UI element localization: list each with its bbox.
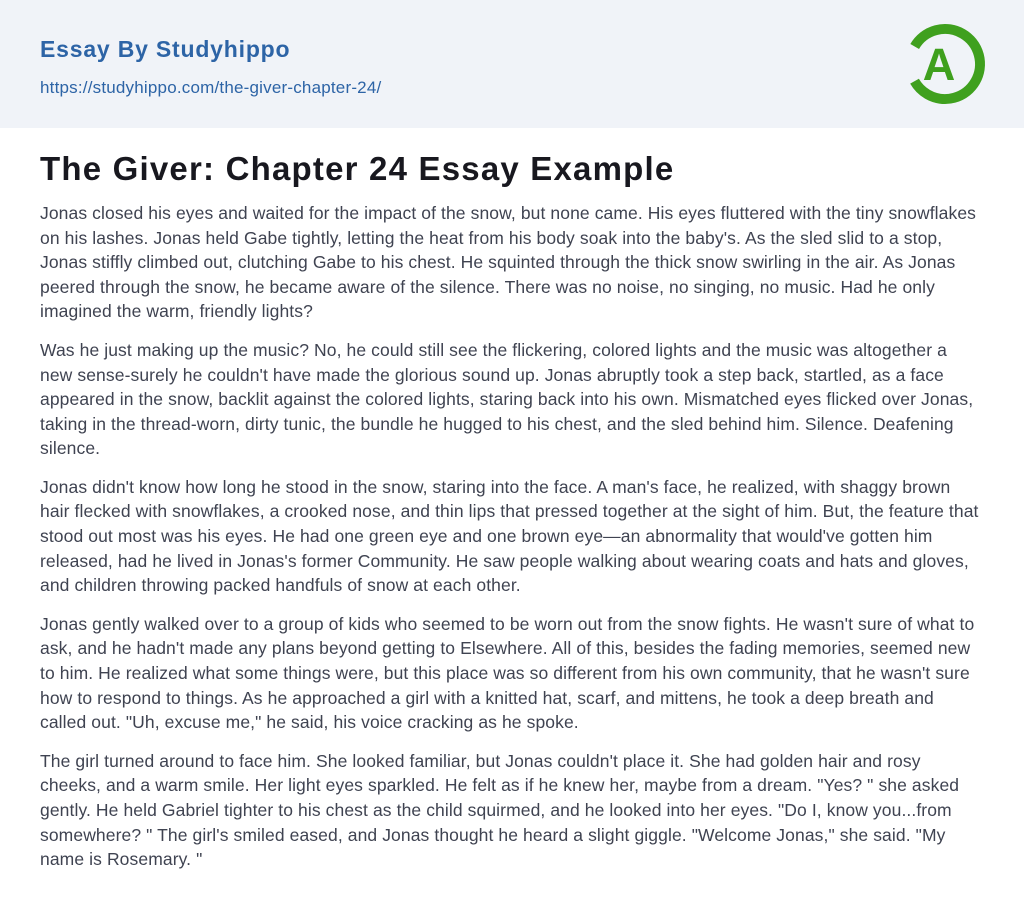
logo-letter: A (922, 39, 956, 90)
essay-paragraph-1: Jonas closed his eyes and waited for the impact of the snow, but none came. His eyes fluttered with the tiny snowflakes on his lashes. Jonas held Gabe tightly, letting the heat from his body soak into the baby's. As the sled slid to a stop, Jonas stiffly climbed out, clutching Gabe to his chest. He squinted through the thick snow swirling in the air. As Jonas peered through the snow, he became aware of the silence. There was no noise, no singing, no music. Had he only imagined the warm, friendly lights? (40, 202, 977, 322)
essay-paragraph-3: Jonas didn't know how long he stood in the snow, staring into the face. A man's face, he realized, with shaggy brown hair flecked with snowflakes, a crooked nose, and thin lips that pressed together at the sight of him. But, the feature that stood out most was his eyes. He had one green eye and one brown eye—an abnormality that would've gotten him released, had he lived in Jonas's former Community. He saw people walking about wearing coats and hats and gloves, and children throwing packed handfuls of snow at each other. (40, 476, 979, 596)
page-url-link[interactable]: https://studyhippo.com/the-giver-chapter-24/ (40, 78, 382, 97)
essay-article (0, 128, 1024, 872)
essay-paragraph-2: Was he just making up the music? No, he could still see the flickering, colored lights and the music was altogether a new sense-surely he couldn't have made the glorious sound up. Jonas abruptly took a step back, startled, as a face appeared in the snow, backlit against the colored lights, staring back into his own. Mismatched eyes flicked over Jonas, taking in the thread-worn, dirty tunic, the bundle he hugged to his chest, and the sled behind him. Silence. Deafening silence. (40, 339, 974, 459)
page-header (0, 0, 1024, 128)
header-text-block (40, 30, 381, 98)
site-title: Essay By Studyhippo (40, 36, 291, 62)
essay-title: The Giver: Chapter 24 Essay Example (40, 150, 675, 187)
essay-paragraph-5: The girl turned around to face him. She looked familiar, but Jonas couldn't place it. She had golden hair and rosy cheeks, and a warm smile. Her light eyes sparkled. He felt as if he knew her, maybe from a dream. "Yes? " she asked gently. He held Gabriel tighter to his chest as the child squirmed, and he looked into her eyes. "Do I, know you...from somewhere? " The girl's smiled eased, and Jonas thought he heard a slight giggle. "Welcome Jonas," she said. "My name is Rosemary. " (40, 750, 960, 870)
studyhippo-logo-icon (900, 19, 990, 109)
essay-paragraph-4: Jonas gently walked over to a group of kids who seemed to be worn out from the snow fights. He wasn't sure of what to ask, and he hadn't made any plans beyond getting to Elsewhere. All of this, besides the fading memories, seemed new to him. He realized what some things were, but this place was so different from his own community, that he wasn't sure how to respond to things. As he approached a girl with a knitted hat, scarf, and mittens, he took a deep breath and called out. "Uh, excuse me," he said, his voice cracking as he spoke. (40, 613, 975, 733)
